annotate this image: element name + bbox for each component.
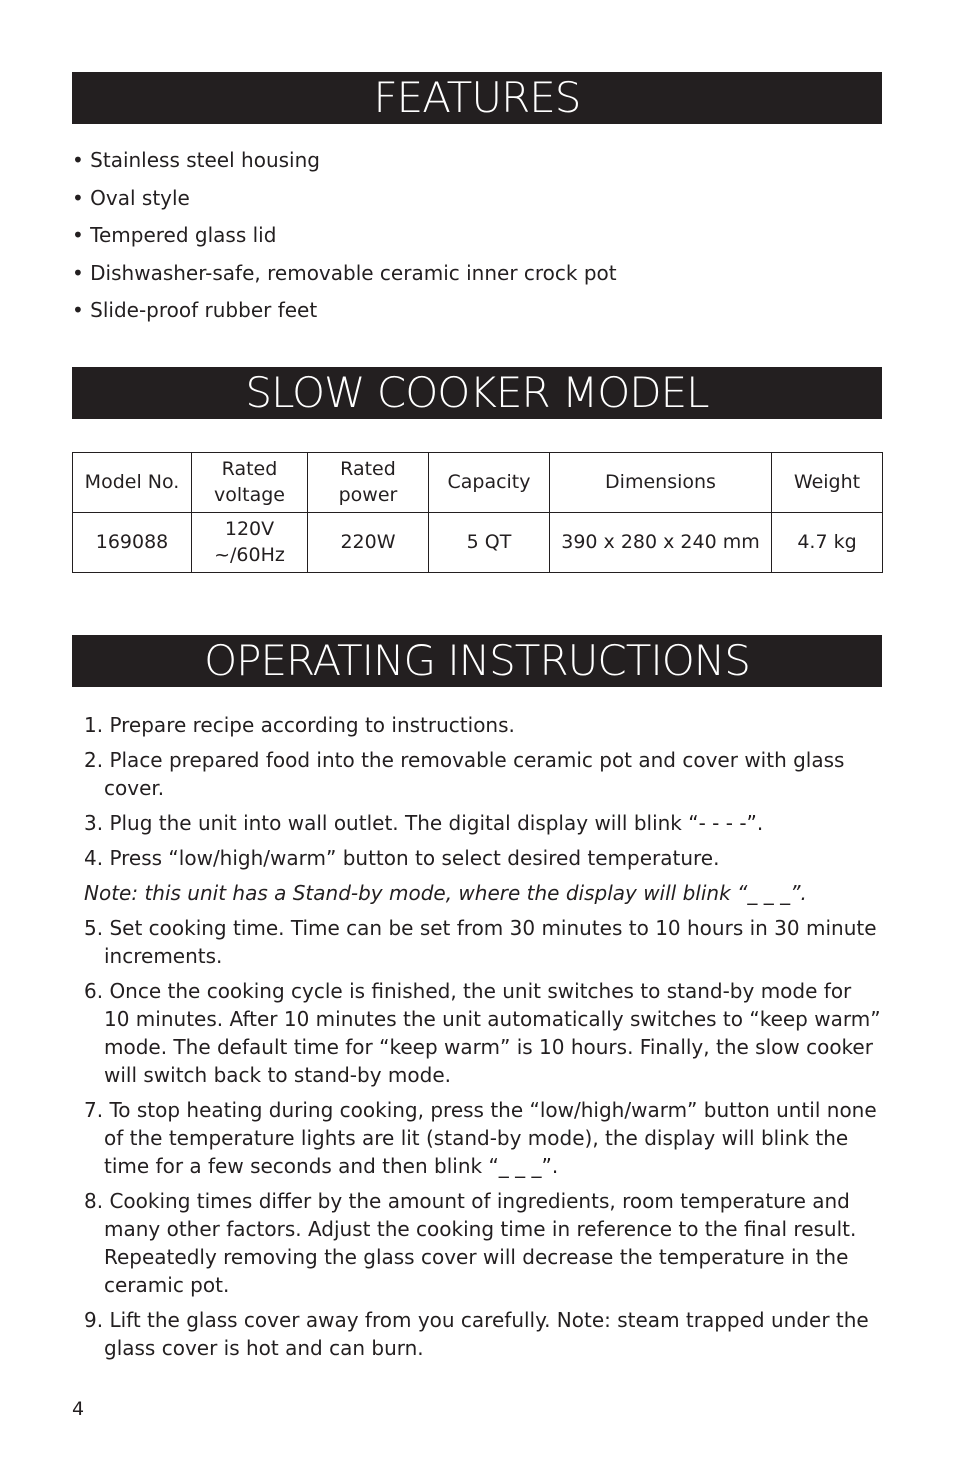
header-cell-weight: Weight: [772, 452, 883, 512]
operating-instructions-list: [72, 711, 882, 1362]
features-heading: FEATURES: [72, 72, 882, 124]
page-content: [72, 72, 882, 1369]
feature-item: • Tempered glass lid: [72, 221, 882, 259]
header-cell-rated-power: Rated power: [308, 452, 429, 512]
table-row: [73, 512, 883, 572]
feature-item: • Dishwasher-safe, removable ceramic inner crock pot: [72, 259, 882, 297]
page-number: 4: [72, 1398, 85, 1420]
header-cell-rated-voltage: Rated voltage: [192, 452, 308, 512]
model-spec-table: [72, 452, 883, 573]
cell-model-no: 169088: [73, 512, 192, 572]
standby-note: Note: this unit has a Stand-by mode, where the display will blink “_ _ _”.: [84, 880, 807, 905]
cell-rated-voltage: 120V ~/60Hz: [192, 512, 308, 572]
instruction-step: 9. Lift the glass cover away from you carefully. Note: steam trapped under the glass cover is hot and can burn.: [84, 1307, 869, 1360]
header-cell-dimensions: Dimensions: [550, 452, 772, 512]
operating-instructions-heading: OPERATING INSTRUCTIONS: [72, 635, 882, 687]
features-list: [72, 146, 882, 334]
cell-weight: 4.7 kg: [772, 512, 883, 572]
model-heading: SLOW COOKER MODEL: [72, 367, 882, 419]
instruction-step: 5. Set cooking time. Time can be set from 30 minutes to 10 hours in 30 minute increments.: [84, 915, 877, 968]
instruction-step: 8. Cooking times differ by the amount of ingredients, room temperature and many other factors. Adjust the cooking time in reference to the final result. Repeatedly removing the glass cover will decrease the temperature in the ceramic pot.: [84, 1188, 857, 1297]
instruction-step: 1. Prepare recipe according to instructions.: [84, 712, 515, 737]
table-header-row: [73, 452, 883, 512]
header-cell-model-no: Model No.: [73, 452, 192, 512]
header-cell-capacity: Capacity: [429, 452, 550, 512]
cell-dimensions: 390 x 280 x 240 mm: [550, 512, 772, 572]
instruction-step: 4. Press “low/high/warm” button to select desired temperature.: [84, 845, 720, 870]
feature-item: • Slide-proof rubber feet: [72, 296, 882, 334]
instruction-step: 3. Plug the unit into wall outlet. The digital display will blink “- - - -”.: [84, 810, 764, 835]
feature-item: • Oval style: [72, 184, 882, 222]
cell-rated-power: 220W: [308, 512, 429, 572]
cell-capacity: 5 QT: [429, 512, 550, 572]
instruction-step: 6. Once the cooking cycle is finished, the unit switches to stand-by mode for 10 minutes. After 10 minutes the unit automatically switches to “keep warm” mode. The default time for “keep warm” is 10 hours. Finally, the slow cooker will switch back to stand-by mode.: [84, 978, 881, 1087]
instruction-step: 7. To stop heating during cooking, press the “low/high/warm” button until none of the temperature lights are lit (stand-by mode), the display will blink the time for a few seconds and then blink “_ _ _”.: [84, 1097, 877, 1178]
feature-item: • Stainless steel housing: [72, 146, 882, 184]
instruction-step: 2. Place prepared food into the removable ceramic pot and cover with glass cover.: [84, 747, 845, 800]
